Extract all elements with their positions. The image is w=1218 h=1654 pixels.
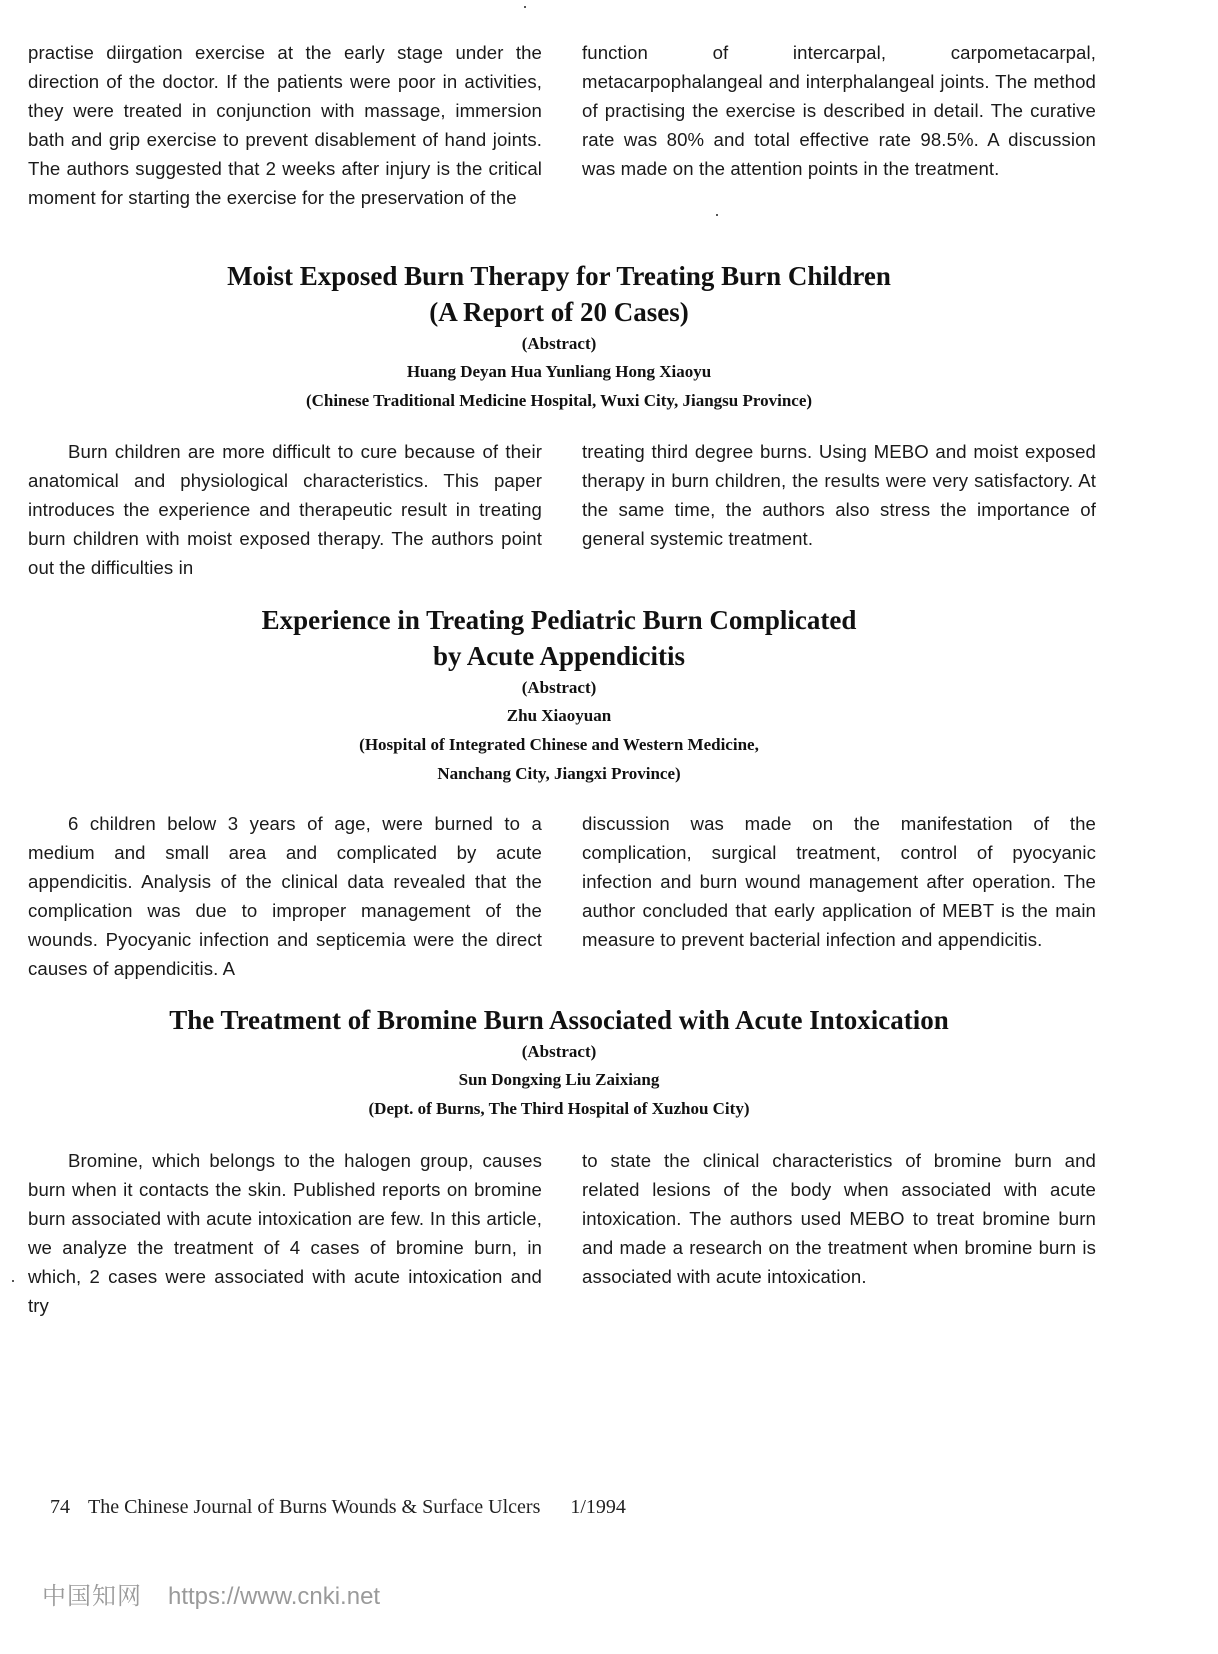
continued-text bbox=[28, 38, 1096, 212]
right-column bbox=[582, 1146, 1096, 1320]
left-column bbox=[28, 437, 542, 582]
abstract-body bbox=[28, 437, 1096, 582]
issue-number: 1/1994 bbox=[570, 1496, 626, 1518]
article-affiliation: (Dept. of Burns, The Third Hospital of Xuzhou City) bbox=[368, 1099, 750, 1118]
article-affiliation: (Chinese Traditional Medicine Hospital, Wuxi City, Jiangsu Province) bbox=[305, 391, 813, 410]
abstract-body bbox=[28, 809, 1096, 983]
paragraph: Burn children are more difficult to cure because of their anatomical and physiological characteristics. This paper introduces the experience and therapeutic result in treating burn children with moist exposed therapy. The authors point out the difficulties in bbox=[28, 441, 542, 578]
cnki-watermark bbox=[42, 1576, 380, 1611]
paragraph: practise diirgation exercise at the early stage under the direction of the doctor. If the patients were poor in activities, they were treated in conjunction with massage, immersion bath and grip exercise to prevent disablement of hand joints. The authors suggested that 2 weeks after injury is the critical moment for starting the exercise for the preservation of the bbox=[28, 42, 542, 208]
left-column bbox=[28, 38, 542, 212]
abstract-label: (Abstract) bbox=[521, 1042, 597, 1061]
watermark-cn: 中国知网 bbox=[42, 1583, 142, 1610]
print-speck bbox=[716, 214, 718, 216]
left-column bbox=[28, 809, 542, 983]
article-heading bbox=[0, 1002, 1118, 1123]
paragraph: 6 children below 3 years of age, were burned to a medium and small area and complicated by acute appendicitis. Analysis of the clinical data revealed that the complication was due to improper management of the wounds. Pyocyanic infection and septicemia were the direct causes of appendicitis. A bbox=[28, 813, 542, 979]
journal-name: The Chinese Journal of Burns Wounds & Surface Ulcers bbox=[88, 1496, 541, 1518]
article-authors: Sun Dongxing Liu Zaixiang bbox=[458, 1070, 660, 1089]
article-title: Experience in Treating Pediatric Burn Complicated bbox=[261, 605, 857, 635]
article-authors: Zhu Xiaoyuan bbox=[506, 706, 612, 725]
page-number: 74 bbox=[50, 1496, 70, 1518]
paragraph: treating third degree burns. Using MEBO and moist exposed therapy in burn children, the results were very satisfactory. At the same time, the authors also stress the importance of general systemic treatment. bbox=[582, 441, 1096, 549]
watermark-url: https://www.cnki.net bbox=[168, 1583, 381, 1610]
paragraph: discussion was made on the manifestation of the complication, surgical treatment, control of pyocyanic infection and burn wound management after operation. The author concluded that early application of MEBT is the main measure to prevent bacterial infection and appendicitis. bbox=[582, 813, 1096, 950]
article-title-line2: by Acute Appendicitis bbox=[432, 641, 686, 671]
abstract-label: (Abstract) bbox=[521, 678, 597, 697]
paragraph: Bromine, which belongs to the halogen group, causes burn when it contacts the skin. Published reports on bromine burn associated with acute intoxication are few. In this article, we analyze the treatment of 4 cases of bromine burn, in which, 2 cases were associated with acute intoxication and try bbox=[28, 1150, 542, 1316]
abstract-body bbox=[28, 1146, 1096, 1320]
article-heading bbox=[0, 258, 1118, 415]
article-title: Moist Exposed Burn Therapy for Treating Burn Children bbox=[227, 261, 891, 291]
print-speck bbox=[524, 6, 526, 8]
right-column bbox=[582, 38, 1096, 212]
page-footer bbox=[50, 1496, 644, 1519]
article-authors: Huang Deyan Hua Yunliang Hong Xiaoyu bbox=[406, 362, 712, 381]
right-column bbox=[582, 437, 1096, 582]
article-subtitle: (A Report of 20 Cases) bbox=[429, 297, 689, 327]
article-title: The Treatment of Bromine Burn Associated with Acute Intoxication bbox=[169, 1005, 949, 1035]
right-column bbox=[582, 809, 1096, 983]
print-speck bbox=[12, 1280, 14, 1282]
paragraph: function of intercarpal, carpometacarpal, metacarpophalangeal and interphalangeal joints. The method of practising the exercise is described in detail. The curative rate was 80% and total effective rate 98.5%. A discussion was made on the attention points in the treatment. bbox=[582, 42, 1096, 179]
abstract-label: (Abstract) bbox=[521, 334, 597, 353]
paragraph: to state the clinical characteristics of bromine burn and related lesions of the body when associated with acute intoxication. The authors used MEBO to treat bromine burn and made a research on the treatment when bromine burn is associated with acute intoxication. bbox=[582, 1150, 1096, 1287]
left-column bbox=[28, 1146, 542, 1320]
article-heading bbox=[0, 602, 1118, 788]
article-affiliation: (Hospital of Integrated Chinese and Western Medicine, bbox=[359, 735, 759, 754]
article-affiliation-line2: Nanchang City, Jiangxi Province) bbox=[437, 764, 681, 783]
